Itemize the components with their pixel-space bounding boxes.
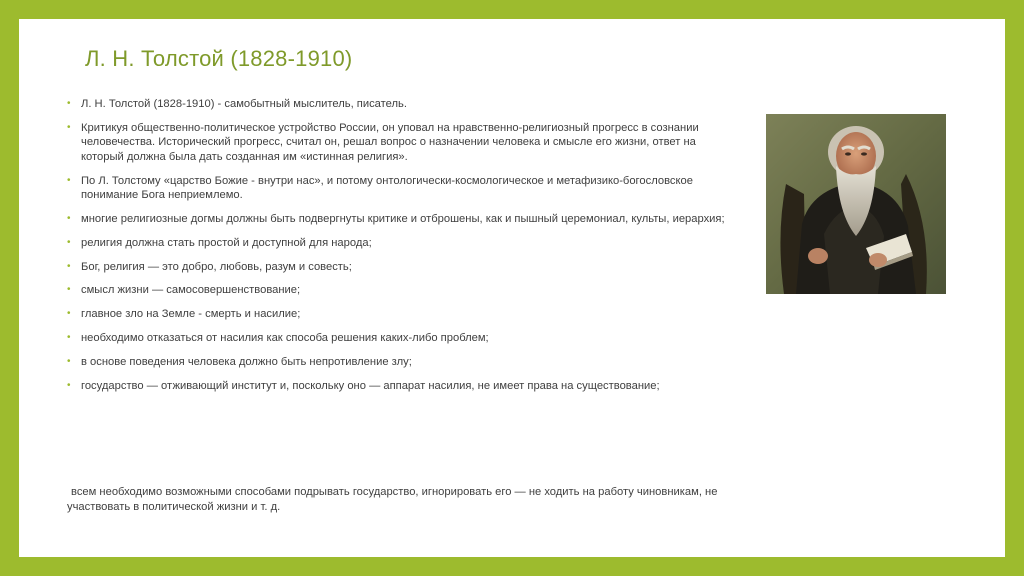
closing-paragraph: всем необходимо возможными способами подрывать государство, игнорировать его — не ходить на работу чиновникам, не участвовать в политической жизни и т. д. (67, 486, 718, 513)
slide-title: Л. Н. Толстой (1828-1910) (85, 46, 353, 71)
bullet-text: в основе поведения человека должно быть непротивление злу; (81, 355, 412, 368)
bullet-item (67, 236, 727, 251)
bullet-text: необходимо отказаться от насилия как способа решения каких-либо проблем; (81, 332, 489, 345)
bullet-icon: • (67, 332, 71, 344)
bullet-icon: • (67, 174, 71, 186)
bullet-text: смысл жизни — самосовершенствование; (81, 284, 301, 297)
bullet-icon: • (67, 213, 71, 225)
bullet-text: главное зло на Земле - смерть и насилие; (81, 308, 301, 321)
bullet-list (67, 97, 727, 402)
bullet-icon: • (67, 236, 71, 248)
bullet-icon: • (67, 260, 71, 272)
bullet-item (67, 97, 727, 112)
bullet-icon: • (67, 355, 71, 367)
bullet-text: религия должна стать простой и доступной для народа; (81, 236, 372, 249)
bullet-text: государство — отживающий институт и, поскольку оно — аппарат насилия, не имеет права на существование; (81, 379, 660, 392)
bullet-item (67, 260, 727, 275)
bullet-item (67, 212, 727, 227)
bullet-icon: • (67, 284, 71, 296)
bullet-item (67, 283, 727, 298)
bullet-text: Л. Н. Толстой (1828-1910) - самобытный мыслитель, писатель. (81, 98, 407, 110)
bullet-icon: • (67, 308, 71, 320)
bullet-icon: • (67, 379, 71, 391)
bullet-text: Бог, религия — это добро, любовь, разум и совесть; (81, 260, 352, 273)
bullet-item (67, 121, 727, 165)
bullet-icon: • (67, 98, 71, 109)
bullet-text: Критикуя общественно-политическое устройство России, он уповал на нравственно-религиозный прогресс в сознании человечества. Исторический прогресс, считал он, решал вопрос о назначении человека и смысле его жизни, ответ на который должна была дать созданная им «истинная религия». (81, 121, 699, 163)
slide (19, 19, 1005, 557)
bullet-icon: • (67, 121, 71, 133)
bullet-item (67, 355, 727, 370)
bullet-text: По Л. Толстому «царство Божие - внутри нас», и потому онтологически-космологическое и метафизико-богословское понимание Бога неприемлемо. (81, 174, 693, 202)
bullet-item (67, 174, 727, 203)
tolstoy-portrait-image (766, 114, 946, 294)
bullet-item (67, 307, 727, 322)
bullet-item (67, 379, 727, 394)
bullet-text: многие религиозные догмы должны быть подвергнуты критике и отброшены, как и пышный церемониал, культы, иерархия; (81, 213, 725, 226)
bullet-item (67, 331, 727, 346)
